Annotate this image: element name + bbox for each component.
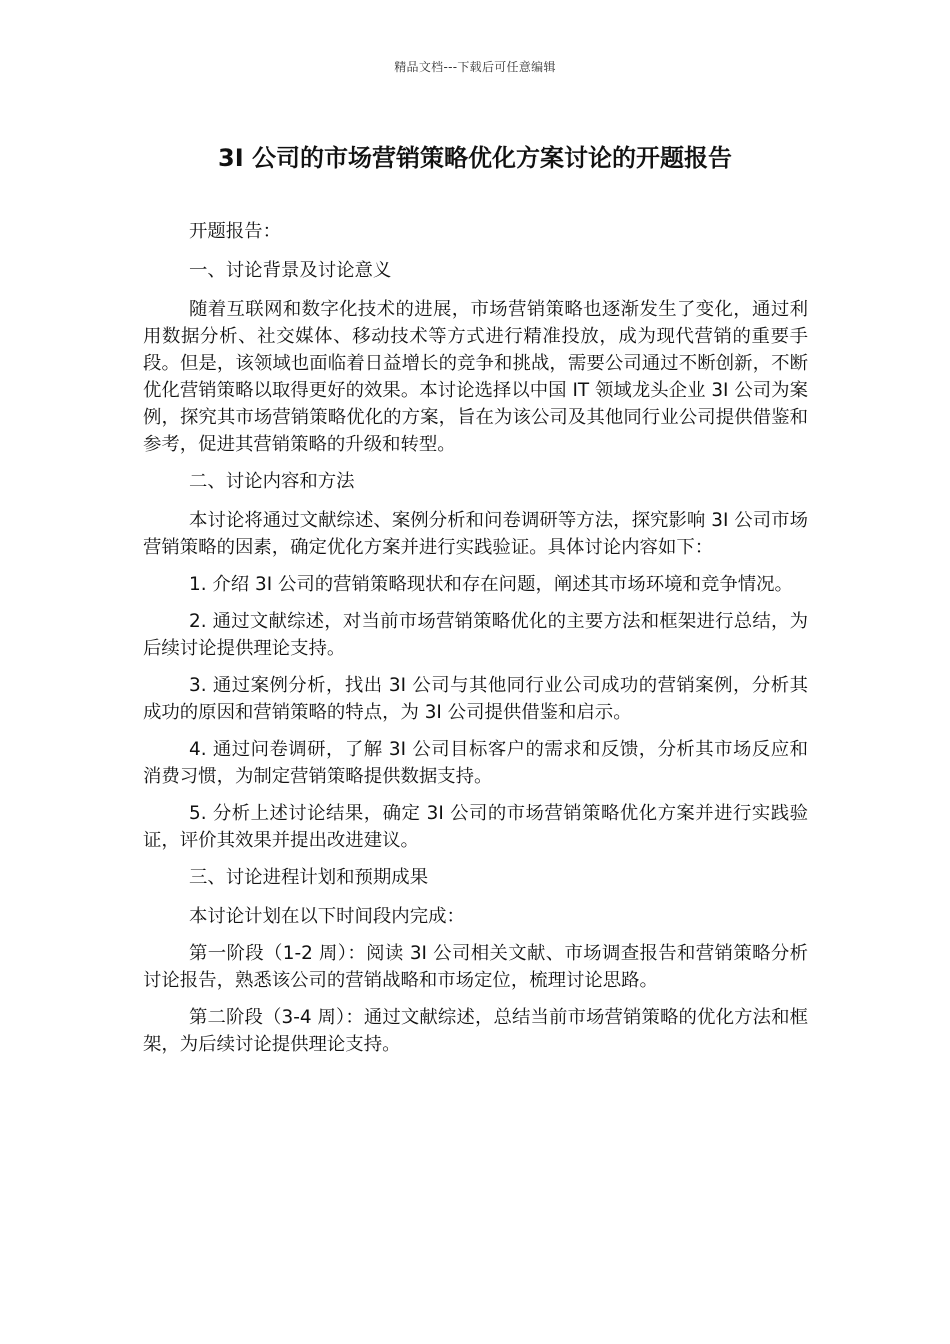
list-item-1: 1. 介绍 3I 公司的营销策略现状和存在问题，阐述其市场环境和竞争情况。 xyxy=(189,574,793,595)
section-heading-1: 一、讨论背景及讨论意义 xyxy=(189,260,392,281)
document-title: 3I 公司的市场营销策略优化方案讨论的开题报告 xyxy=(218,144,732,172)
plan-stage-1: 第一阶段（1-2 周）：阅读 3I 公司相关文献、市场调查报告和营销策略分析讨论报告，熟悉该公司的营销战略和市场定位，梳理讨论思路。 xyxy=(143,943,808,991)
list-item-4: 4. 通过问卷调研，了解 3I 公司目标客户的需求和反馈，分析其市场反应和消费习惯，为制定营销策略提供数据支持。 xyxy=(143,739,808,787)
list-item-3: 3. 通过案例分析，找出 3I 公司与其他同行业公司成功的营销案例，分析其成功的原因和营销策略的特点，为 3I 公司提供借鉴和启示。 xyxy=(143,675,808,723)
section-heading-2: 二、讨论内容和方法 xyxy=(189,471,355,492)
list-item-2: 2. 通过文献综述，对当前市场营销策略优化的主要方法和框架进行总结，为后续讨论提供理论支持。 xyxy=(143,611,808,659)
paragraph-plan-intro: 本讨论计划在以下时间段内完成： xyxy=(189,906,465,927)
list-item-5: 5. 分析上述讨论结果，确定 3I 公司的市场营销策略优化方案并进行实践验证，评价其效果并提出改进建议。 xyxy=(143,803,808,851)
header-note: 精品文档---下载后可任意编辑 xyxy=(394,60,556,74)
paragraph-methods: 本讨论将通过文献综述、案例分析和问卷调研等方法，探究影响 3I 公司市场营销策略的因素，确定优化方案并进行实践验证。具体讨论内容如下： xyxy=(143,510,808,558)
report-label: 开题报告： xyxy=(189,221,281,242)
plan-stage-2: 第二阶段（3-4 周）：通过文献综述，总结当前市场营销策略的优化方法和框架，为后续讨论提供理论支持。 xyxy=(143,1007,808,1055)
document-body xyxy=(143,218,808,1068)
section-heading-3: 三、讨论进程计划和预期成果 xyxy=(189,867,429,888)
paragraph-background: 随着互联网和数字化技术的进展，市场营销策略也逐渐发生了变化，通过利用数据分析、社交媒体、移动技术等方式进行精准投放，成为现代营销的重要手段。但是，该领域也面临着日益增长的竞争和挑战，需要公司通过不断创新，不断优化营销策略以取得更好的效果。本讨论选择以中国 IT 领域龙头企业 3I 公司为案例，探究其市场营销策略优化的方案，旨在为该公司及其他同行业公司提供借鉴和参考，促进其营销策略的升级和转型。 xyxy=(143,299,808,455)
